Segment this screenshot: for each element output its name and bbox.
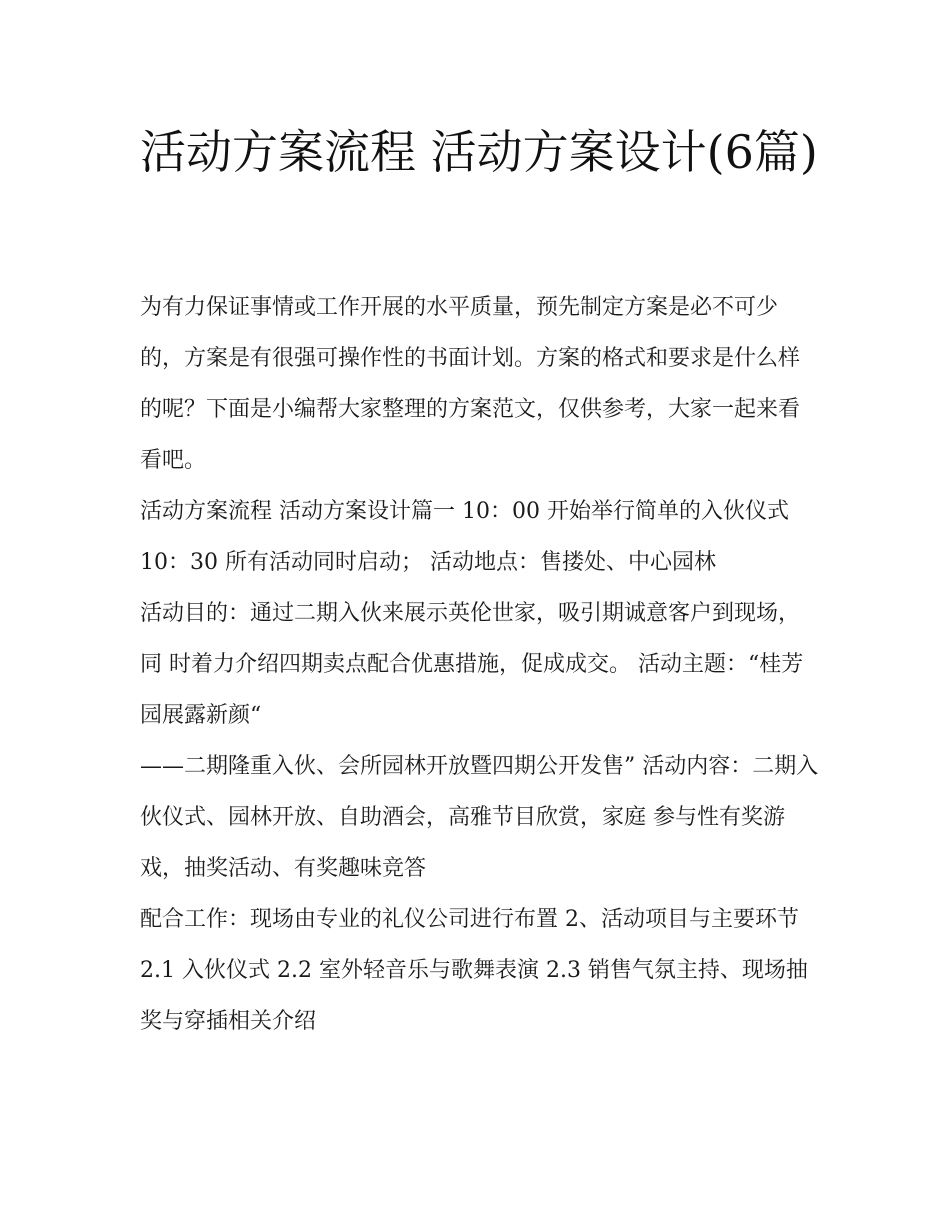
document-body xyxy=(140,282,820,1047)
paragraph-purpose: 活动目的：通过二期入伙来展示英伦世家，吸引期诚意客户到现场，同 时着力介绍四期卖点配合优惠措施，促成成交。 活动主题：“桂芳园展露新颜“ xyxy=(140,601,804,728)
paragraph-schedule: 活动方案流程 活动方案设计篇一 10：00 开始举行简单的入伙仪式 10：30 所有活动同时启动； 活动地点：售搂处、中心园林 xyxy=(140,499,789,575)
paragraph-intro: 为有力保证事情或工作开展的水平质量，预先制定方案是必不可少的，方案是有很强可操作性的书面计划。方案的格式和要求是什么样的呢？下面是小编帮大家整理的方案范文，仅供参考，大家一起来看看吧。 xyxy=(140,295,801,473)
paragraph-coordination: 配合工作：现场由专业的礼仪公司进行布置 2、活动项目与主要环节 2.1 入伙仪式 2.2 室外轻音乐与歌舞表演 2.3 销售气氛主持、现场抽奖与穿插相关介绍 xyxy=(140,907,808,1034)
document-title: 活动方案流程 活动方案设计(6篇) xyxy=(140,125,818,179)
paragraph-content: ——二期隆重入伙、会所园林开放暨四期公开发售” 活动内容：二期入伙仪式、园林开放、自助酒会，高雅节目欣赏，家庭 参与性有奖游戏，抽奖活动、有奖趣味竞答 xyxy=(140,754,819,881)
